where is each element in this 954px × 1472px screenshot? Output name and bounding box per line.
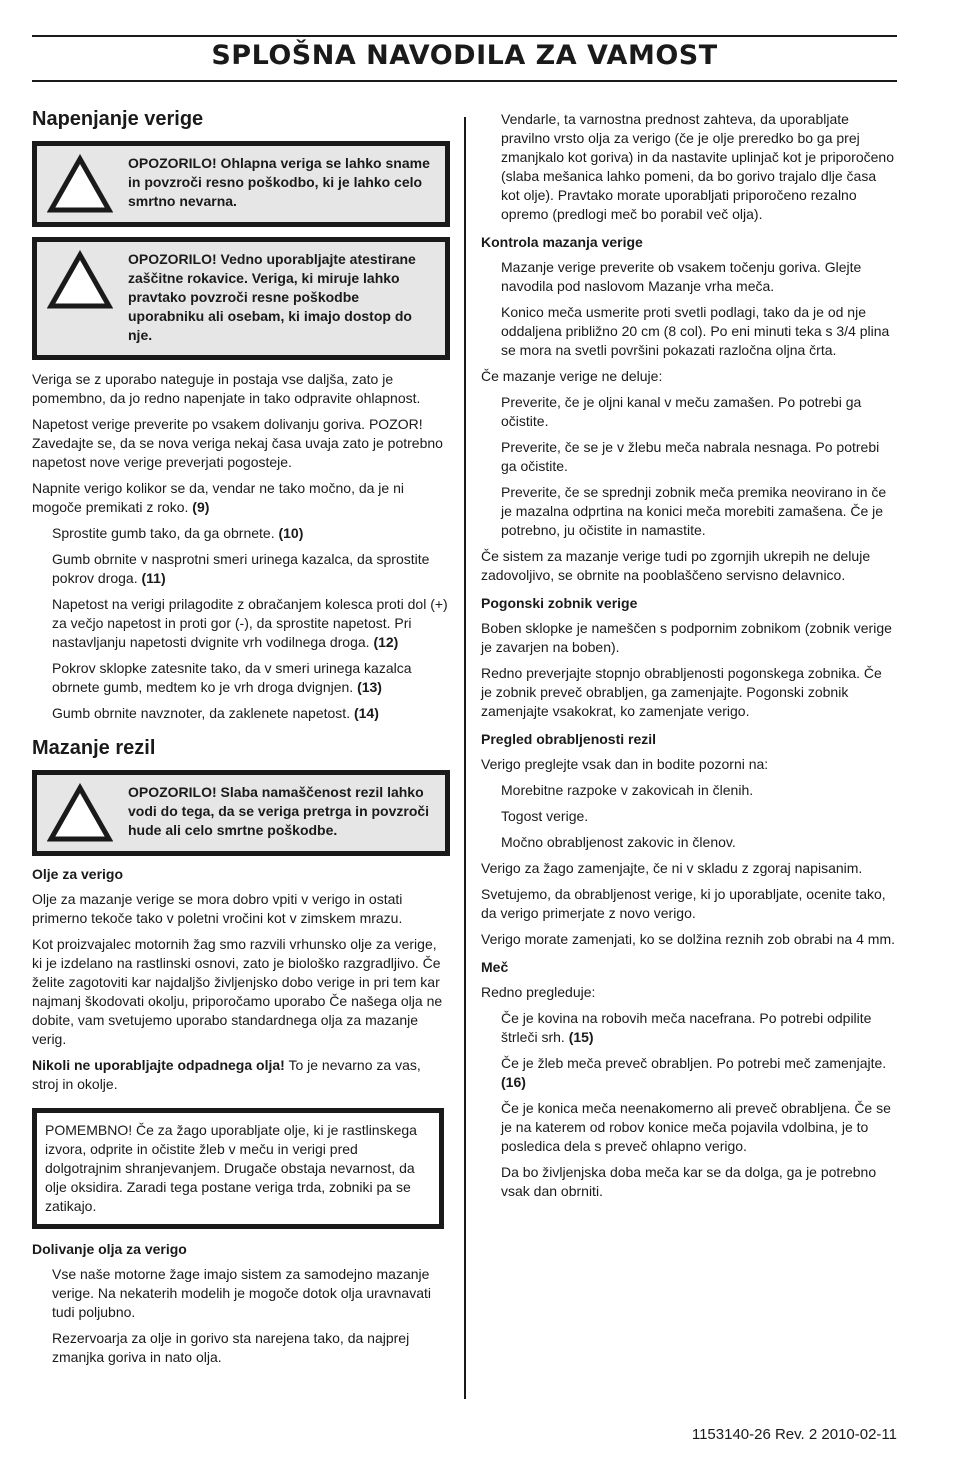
header-rule-top: [32, 35, 897, 37]
list-item: Togost verige.: [501, 808, 589, 824]
paragraph: Konico meča usmerite proti svetli podlagi, tako da je od nje oddaljena približno 20 cm (8 col). Po eni minuti teka s 3/4 plina se mora na svetli površini pokazati razločna oljna črta.: [501, 304, 890, 358]
step: Gumb obrnite v nasprotni smeri urinega kazalca, da sprostite pokrov droga. (11): [52, 551, 430, 586]
list-item: Če je kovina na robovih meča nacefrana. Po potrebi odpilite štrleči srh. (15): [501, 1010, 872, 1045]
paragraph: Redno pregleduje:: [481, 984, 596, 1000]
paragraph: Mazanje verige preverite ob vsakem točenju goriva. Glejte navodila pod naslovom Mazanje vrha meča.: [501, 259, 862, 294]
bold-warning-text: Nikoli ne uporabljajte odpadnega olja!: [32, 1057, 285, 1073]
paragraph: Verigo za žago zamenjajte, če ni v skladu z zgoraj napisanim.: [481, 860, 863, 876]
paragraph: Kot proizvajalec motornih žag smo razvili vrhunsko olje za verige, ki je izdelano na rastlinski osnovi, zato je biološko razgradljivo. Če želite zagotoviti kar najdaljšo življenjsko dobo verige in pri tem kar najmanj škodovati okolju, priporočamo uporabo Če našega olja ne dobite, vam svetujemo uporabo standardnega olja za mazanje verig.: [32, 936, 443, 1047]
warning-box: [32, 141, 450, 227]
paragraph: Če mazanje verige ne deluje:: [481, 368, 663, 384]
paragraph: Vendarle, ta varnostna prednost zahteva, da uporabljate pravilno vrsto olja za verigo (če je olje preredko bo ga prej zmanjkalo kot goriva) in da nastavite uplinjač kot je priporočeno (slaba mešanica lahko pomeni, da bo gorivo trajalo dlje časa kot olje). Pravtako morate uporabljati priporočeno rezalno opremo (predlogi meč bo porabil več olja).: [501, 111, 894, 222]
warning-text: OPOZORILO! Vedno uporabljajte atestirane zaščitne rokavice. Veriga, ki miruje lahko pravtako povzroči resne poškodbe uporabniku ali osebam, ki imajo dostop do nje.: [128, 251, 416, 343]
subheading-guide-bar: Meč: [481, 959, 509, 975]
paragraph: Če sistem za mazanje verige tudi po zgornjih ukrepih ne deluje zadovoljivo, se obrnite na pooblaščeno servisno delavnico.: [481, 548, 871, 583]
list-item: Močno obrabljenost zakovic in členov.: [501, 834, 736, 850]
paragraph: Svetujemo, da obrabljenost verige, ki jo uporabljate, ocenite tako, da verigo primerjate z novo verigo.: [481, 886, 886, 921]
step: Gumb obrnite navznoter, da zaklenete napetost. (14): [52, 705, 379, 721]
paragraph: Preverite, če se sprednji zobnik meča premika neovirano in če je mazalna odprtina na konici meča morebiti zamašena. Če je potrebno, ju očistite in namastite.: [501, 484, 887, 538]
figure-ref: (10): [278, 525, 304, 541]
figure-ref: (9): [192, 499, 210, 515]
paragraph: Redno preverjajte stopnjo obrabljenosti pogonskega zobnika. Če je zobnik preveč obrabljen, ga zamenjajte. Pogonski zobnik zamenjajte vsakokrat, ko zamenjate verigo.: [481, 665, 882, 719]
paragraph: Verigo morate zamenjati, ko se dolžina reznih zob obrabi na 4 mm.: [481, 931, 895, 947]
list-item: Če je konica meča neenakomerno ali preveč obrabljena. Če se je na katerem od robov konice meča pojavila vdolbina, je to posledica dela s preveč ohlapno verigo.: [501, 1100, 891, 1154]
warning-text: OPOZORILO! Ohlapna veriga se lahko sname in povzroči resno poškodbo, ki je lahko celo smrtno nevarna.: [128, 155, 430, 209]
section-heading-lubrication: Mazanje rezil: [32, 737, 156, 759]
subheading-drive-sprocket: Pogonski zobnik verige: [481, 595, 638, 611]
left-column: [32, 108, 450, 1374]
subheading-lubrication-check: Kontrola mazanja verige: [481, 234, 643, 250]
document-footer-code: 1153140-26 Rev. 2 2010-02-11: [691, 1426, 897, 1443]
column-divider: [464, 117, 466, 1399]
warning-triangle-icon: [47, 250, 113, 310]
paragraph: Nikoli ne uporabljajte odpadnega olja! To je nevarno za vas, stroj in okolje.: [32, 1057, 421, 1092]
paragraph: Preverite, če je oljni kanal v meču zamašen. Po potrebi ga očistite.: [501, 394, 862, 429]
paragraph: Rezervoarja za olje in gorivo sta narejena tako, da najprej zmanjka goriva in nato olja.: [52, 1330, 410, 1365]
paragraph: Napnite verigo kolikor se da, vendar ne tako močno, da je ni mogoče premikati z roko. (9): [32, 480, 404, 515]
figure-ref: (16): [501, 1074, 526, 1090]
list-item: Da bo življenjska doba meča kar se da dolga, ga je potrebno vsak dan obrniti.: [501, 1164, 877, 1199]
subheading-chain-oil: Olje za verigo: [32, 866, 124, 882]
paragraph: Verigo preglejte vsak dan in bodite pozorni na:: [481, 756, 769, 772]
figure-ref: (12): [373, 634, 399, 650]
figure-ref: (15): [568, 1029, 594, 1045]
page-title: SPLOŠNA NAVODILA ZA VAMOST: [211, 40, 718, 71]
figure-ref: (11): [141, 570, 166, 586]
warning-triangle-icon: [47, 154, 113, 214]
paragraph: Olje za mazanje verige se mora dobro vpiti v verigo in ostati primerno tekoče tako v poletni vročini kot v zimskem mrazu.: [32, 891, 403, 926]
paragraph: Veriga se z uporabo nateguje in postaja vse daljša, zato je pomembno, da jo redno napenjate in tako odpravite ohlapnost.: [32, 371, 421, 406]
list-item: Morebitne razpoke v zakovicah in členih.: [501, 782, 754, 798]
step: Napetost na verigi prilagodite z obračanjem kolesca proti dol (+) za večjo napetost in proti gor (-), da sprostite napetost. Pri nastavljanju napetosti dvignite vrh vodilnega droga. (12): [52, 596, 448, 650]
warning-text: OPOZORILO! Slaba namaščenost rezil lahko vodi do tega, da se veriga pretrga in povzroči hude ali celo smrtne poškodbe.: [128, 784, 430, 838]
warning-box: [32, 770, 450, 856]
list-item: Če je žleb meča preveč obrabljen. Po potrebi meč zamenjajte. (16): [501, 1055, 887, 1090]
subheading-wear-check: Pregled obrabljenosti rezil: [481, 731, 657, 747]
step: Sprostite gumb tako, da ga obrnete. (10): [52, 525, 304, 541]
figure-ref: (13): [357, 679, 382, 695]
section-heading-chain-tension: Napenjanje verige: [32, 108, 204, 130]
warning-triangle-icon: [47, 783, 113, 843]
paragraph: Boben sklopke je nameščen s podpornim zobnikom (zobnik verige je zavarjen na boben).: [481, 620, 892, 655]
right-column: [481, 110, 895, 1208]
subheading-oil-refill: Dolivanje olja za verigo: [32, 1241, 187, 1257]
step: Pokrov sklopke zatesnite tako, da v smeri urinega kazalca obrnete gumb, medtem ko je vrh droga dvignjen. (13): [52, 660, 412, 695]
paragraph: Vse naše motorne žage imajo sistem za samodejno mazanje verige. Na nekaterih modelih je mogoče dotok olja uravnavati tudi poljubno.: [52, 1266, 431, 1320]
important-notice-box: POMEMBNO! Če za žago uporabljate olje, ki je rastlinskega izvora, odprite in očistite žleb v meču in verigi pred dolgotrajnim shranjevanjem. Drugače obstaja nevarnost, da olje oksidira. Zaradi tega postane veriga trda, zobniki pa se zatikajo.: [32, 1108, 444, 1229]
warning-box: [32, 237, 450, 360]
figure-ref: (14): [353, 705, 379, 721]
paragraph: Preverite, če se je v žlebu meča nabrala nesnaga. Po potrebi ga očistite.: [501, 439, 880, 474]
paragraph: Napetost verige preverite po vsakem dolivanju goriva. POZOR! Zavedajte se, da se nova veriga nekaj časa uvaja zato je potrebno napetost nove verige preverjati pogosteje.: [32, 416, 443, 470]
header-rule-bottom: [32, 80, 897, 82]
